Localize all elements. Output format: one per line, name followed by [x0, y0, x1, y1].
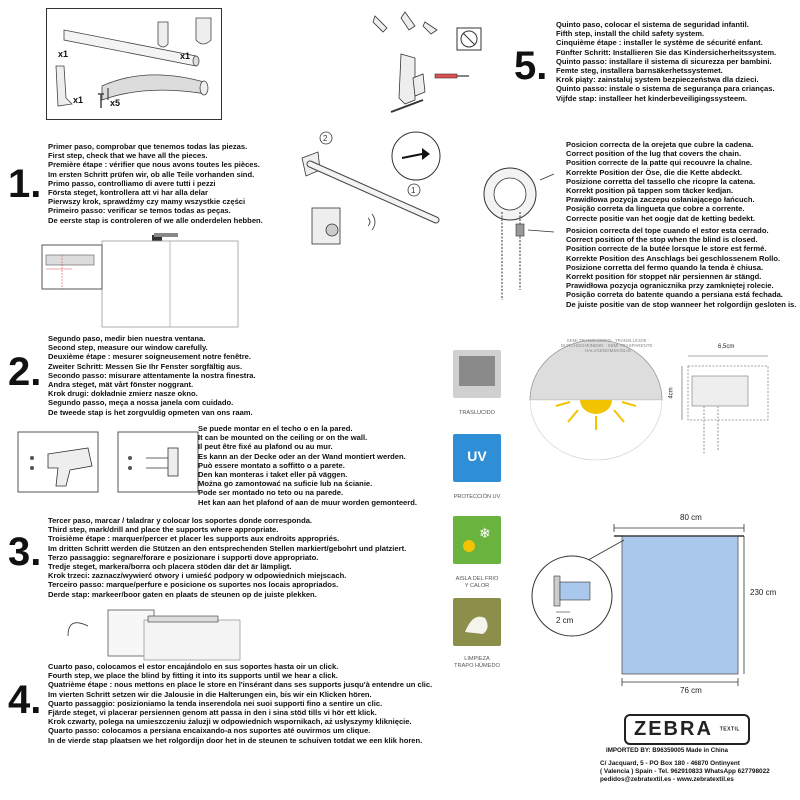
step-1-text-line: Första steget, kontrollera att vi har alla delar — [48, 188, 208, 198]
step-4-text-line: Quatrième étape : nous mettons en place le store en l'insérant dans ses supports jusqu'à entendre un clic. — [48, 680, 433, 690]
step-3-text — [48, 516, 406, 599]
step-4-text-line: Quarto passaggio: posizioniamo la tenda inserendola nei suoi supporti fino a sentire un clic. — [48, 698, 383, 708]
fabric-roll-icon — [102, 75, 208, 100]
step-4-text — [48, 662, 432, 745]
step-5-text-line: Krok piąty: zainstaluj system bezpieczeństwa dla dzieci. — [556, 75, 759, 85]
chain-lug-text-line: Correcte positie van het oogje dat de ketting bedekt. — [566, 213, 756, 223]
kit-count-screws: x5 — [110, 98, 121, 108]
step-3-text-line: Troisième étape : marquer/percer et placer les supports aux endroits appropriés. — [48, 534, 340, 544]
step-1-text-line: De eerste stap is controleren of we alle onderdelen hebben. — [48, 215, 263, 225]
gap-label: 2 cm — [556, 616, 574, 625]
cap-width-label: 6,5cm — [718, 344, 735, 350]
step-5-text-line: Femte steg, installera barnsäkerhetssystemet. — [556, 66, 723, 76]
step-4-text-line: In de vierde stap plaatsen we het rolgordijn door het in de steunen te schuiven totdat we een klik horen. — [48, 735, 423, 745]
insulation-tile — [453, 516, 501, 564]
step-3-text-line: Tredje steget, markera/borra och placera stöden där det är lämpligt. — [48, 562, 292, 572]
chain-lug-text-line: Posicion correcta de la orejeta que cubre la cadena. — [566, 140, 754, 149]
step-4-number: 4. — [8, 678, 42, 722]
step-2-number: 2. — [8, 350, 42, 394]
kit-count-bar: x1 — [58, 49, 69, 59]
step-1-text-line: Primeiro passo: verificar se temos todas as peças. — [48, 206, 231, 216]
kit-count-brackets: x1 — [180, 51, 191, 61]
uv-tile — [453, 434, 501, 482]
uv-label: PROTECCIÓN UV — [453, 494, 501, 500]
step-3-text-line: Terceiro passo: marque/perfure e posicione os suportes nos locais apropriados. — [48, 580, 339, 590]
imported-by: IMPORTED BY: B96359005 Made in China — [606, 747, 728, 754]
height-label: 230 cm — [750, 588, 777, 597]
chain-stop-text — [566, 226, 796, 309]
chain-stop-illustration — [478, 150, 558, 310]
step-3-text-line: Derde stap: markeer/boor gaten en plaats de steunen op de juiste plekken. — [48, 589, 317, 599]
chain-stop-text-line: Correct position of the stop when the blind is closed. — [566, 235, 758, 245]
mount-text-line: It can be mounted on the ceiling or on the wall. — [198, 433, 368, 443]
step-1-text-line: Primer paso, comprobar que tenemos todas las piezas. — [48, 142, 248, 151]
cap-height-label: 4cm — [668, 387, 675, 399]
step-4-text-line: Krok czwarty, polega na umieszczeniu żaluzji w odpowiednich wspornikach, aż usłyszymy kliknięcie. — [48, 717, 412, 727]
mount-text — [198, 424, 417, 507]
width-bottom-label: 76 cm — [680, 686, 702, 695]
chain-stop-text-line: Posicion correcta del tope cuando el estor esta cerrado. — [566, 226, 769, 235]
bracket-wall-icon — [373, 12, 437, 104]
mount-text-line: Het kan aan het plafond of aan de muur worden gemonteerd. — [198, 497, 417, 507]
mount-text-line: Można go zamontować na suficie lub na ścianie. — [198, 479, 373, 489]
roller-bar-icon — [64, 30, 199, 66]
step-2-text-line: Andra steget, mät vårt fönster noggrant. — [48, 380, 194, 390]
window-measure-illustration — [42, 225, 242, 330]
step-5-text — [556, 20, 776, 103]
step-2-text-line: De tweede stap is het zorgvuldig opmeten van ons raam. — [48, 407, 253, 417]
step-1-text-line: Im ersten Schritt prüfen wir, ob alle Teile vorhanden sind. — [48, 169, 255, 179]
chain-stop-text-line: Prawidłowa pozycja ogranicznika przy zamkniętej rolecie. — [566, 281, 774, 291]
step-1-text-line: Pierwszy krok, sprawdźmy czy mamy wszystkie części — [48, 197, 246, 207]
translucent-tile — [453, 350, 501, 398]
step-2-text-line: Segundo paso, medir bien nuestra ventana. — [48, 334, 206, 343]
click-sound-icon — [368, 214, 375, 230]
step-2-text — [48, 334, 256, 417]
end-cap-dimension-illustration — [678, 346, 778, 456]
mount-text-line: Pode ser montado no teto ou na parede. — [198, 488, 344, 498]
step-3-text-line: Krok trzeci: zaznacz/wywierć otwory i umieść podpory w odpowiednich miejscach. — [48, 571, 347, 581]
step-3-number: 3. — [8, 530, 42, 574]
chain-lug-text-line: Correct position of the lug that covers the chain. — [566, 149, 742, 159]
chain-lug-text-line: Posizione corretta del tassello che ricopre la catena. — [566, 176, 756, 186]
mount-text-line: Può essere montato a soffitto o a parete. — [198, 460, 345, 470]
step-4-text-line: Im vierten Schritt setzen wir die Jalousie in die Halterungen ein, bis wir ein Klicken hören. — [48, 689, 372, 699]
cleaning-tile — [453, 598, 501, 646]
safety-system-illustration — [365, 8, 505, 118]
blind-dimension-diagram — [530, 512, 770, 712]
step-5-text-line: Quinto passo: installare il sistema di sicurezza per bambini. — [556, 56, 772, 66]
sun-snow-icon — [453, 516, 501, 564]
company-address: C/ Jacquard, 5 - PO Box 180 - 46870 Ontinyent ( Valencia ) Spain - Tel. 962910833 WhatsApp 627798022 pedidos@zebratextil.es - www.zebratextil.es — [600, 760, 770, 783]
step-3-text-line: Third step, mark/drill and place the supports where appropriate. — [48, 525, 279, 535]
brand-logo: ZEBRA TEXTIL — [624, 714, 750, 745]
step-5-text-line: Fünfter Schritt: Installieren Sie das Kindersicherheitssystem. — [556, 47, 777, 57]
translucent-label: TRASLUCIDO — [458, 410, 496, 416]
step-4-text-line: Fourth step, we place the blind by fitting it into its supports until we hear a click. — [48, 671, 338, 681]
step-1-text-line: Primo passo, controlliamo di avere tutti i pezzi — [48, 178, 216, 188]
step-5-text-line: Quinto passo: instale o sistema de segurança para crianças. — [556, 84, 775, 94]
insulation-label: AISLA DEL FRIO Y CALOR — [455, 576, 499, 589]
wall-plug-icon — [435, 74, 469, 78]
chain-stop-text-line: Korrekt position för stoppet när persiennen är stängd. — [566, 272, 762, 282]
chain-bracket-icon — [56, 66, 72, 106]
chain-stop-text-line: Korrekte Position des Anschlags bei geschlossenem Rollo. — [566, 253, 781, 263]
step-3-text-line: Terzo passaggio: segnare/forare e posizionare i supporti dove appropriato. — [48, 552, 319, 562]
mount-text-line: Se puede montar en el techo o en la pared. — [198, 424, 353, 433]
step-2-text-line: Zweiter Schritt: Messen Sie Ihr Fenster sorgfältig aus. — [48, 361, 243, 371]
step-1-text-line: Première étape : vérifier que nous avons toutes les pièces. — [48, 160, 260, 170]
bracket-icon — [158, 18, 211, 47]
mount-text-line: Il peut être fixé au plafond ou au mur. — [198, 442, 333, 452]
chain-lug-text-line: Prawidłowa pozycja zaczepu osłaniającego łańcuch. — [566, 195, 755, 205]
mount-text-line: Es kann an der Decke oder an der Wand montiert werden. — [198, 451, 406, 461]
chain-lug-text — [566, 140, 755, 223]
width-top-label: 80 cm — [680, 513, 702, 522]
step-5-number: 5. — [514, 44, 548, 88]
svg-text:1: 1 — [411, 186, 416, 195]
uv-icon: UV — [467, 448, 487, 464]
cleaning-label: LIMPIEZA TRAPO HÚMEDO — [454, 656, 500, 669]
step-5-text-line: Fifth step, install the child safety system. — [556, 29, 705, 39]
chain-stop-text-line: Posição correta do batente quando a persiana está fechada. — [566, 290, 783, 300]
step-3-text-line: Tercer paso, marcar / taladrar y colocar los soportes donde corresponda. — [48, 516, 313, 525]
stop-icon — [516, 224, 524, 236]
child-safety-icon — [457, 28, 481, 50]
click-fit-illustration — [288, 128, 468, 258]
svg-text:2: 2 — [323, 134, 328, 143]
svg-text:❄: ❄ — [479, 526, 491, 542]
place-blind-illustration — [48, 606, 248, 662]
chain-stop-text-line: Position correcte de la butée lorsque le store est fermé. — [566, 244, 767, 254]
step-2-text-line: Segundo passo, meça a nossa janela com cuidado. — [48, 398, 234, 408]
step-5-text-line: Cinquième étape : installer le système de sécurité enfant. — [556, 38, 763, 48]
chain-lug-text-line: Position correcte de la patte qui recouvre la chaîne. — [566, 158, 753, 168]
step-1-text-line: First step, check that we have all the pieces. — [48, 151, 208, 161]
step-2-text-line: Deuxième étape : mesurer soigneusement notre fenêtre. — [48, 352, 251, 362]
step-4-text-line: Cuarto paso, colocamos el estor encajándolo en sus soportes hasta oir un click. — [48, 662, 339, 671]
chain-lug-text-line: Posição correta da lingueta que cobre a corrente. — [566, 204, 745, 214]
wet-cloth-icon — [453, 598, 501, 646]
step-4-text-line: Quarto passo: colocamos a persiana encaixando-a nos suportes até ouvirmos um clique. — [48, 726, 371, 736]
kit-count-caps: x1 — [73, 95, 84, 105]
step-2-text-line: Krok drugi: dokładnie zmierz nasze okno. — [48, 389, 198, 399]
mount-text-line: Den kan monteras i taket eller på väggen. — [198, 470, 348, 480]
step-1-text — [48, 142, 263, 225]
step-4-text-line: Fjärde steget, vi placerar persiennen genom att passa in den i sina stöd tills vi hör ett klick. — [48, 708, 377, 718]
chain-lug-text-line: Korrekt position på tappen som täcker kedjan. — [566, 186, 734, 196]
dome-caption: SEMI TRANSLÚCIDO · TRANSLUCIDE · DURCHSCHEINEND · SEMI TRASPARENTE · HALVGENOMSKINLIG — [560, 338, 656, 353]
step-5-text-line: Vijfde stap: installeer het kinderbeveiligingssysteem. — [556, 93, 748, 103]
level-icon — [154, 233, 178, 237]
step-5-text-line: Quinto paso, colocar el sistema de seguridad infantil. — [556, 20, 749, 29]
bracket-closeup-icon — [312, 208, 340, 244]
step-2-text-line: Secondo passo: misurare attentamente la nostra finestra. — [48, 370, 256, 380]
wall-mount-illustration — [18, 432, 198, 494]
chain-stop-text-line: De juiste positie van de stop wanneer het rolgordijn gesloten is. — [566, 299, 797, 309]
step-3-text-line: Im dritten Schritt werden die Stützen an den entsprechenden Stellen markiert/gebohrt und platziert. — [48, 543, 407, 553]
step-1-number: 1. — [8, 162, 42, 206]
chain-lug-text-line: Korrekte Position der Öse, die die Kette abdeckt. — [566, 167, 742, 177]
step-2-text-line: Second step, measure our window carefully. — [48, 343, 208, 353]
chain-stop-text-line: Posizione corretta del fermo quando la tenda è chiusa. — [566, 262, 764, 272]
